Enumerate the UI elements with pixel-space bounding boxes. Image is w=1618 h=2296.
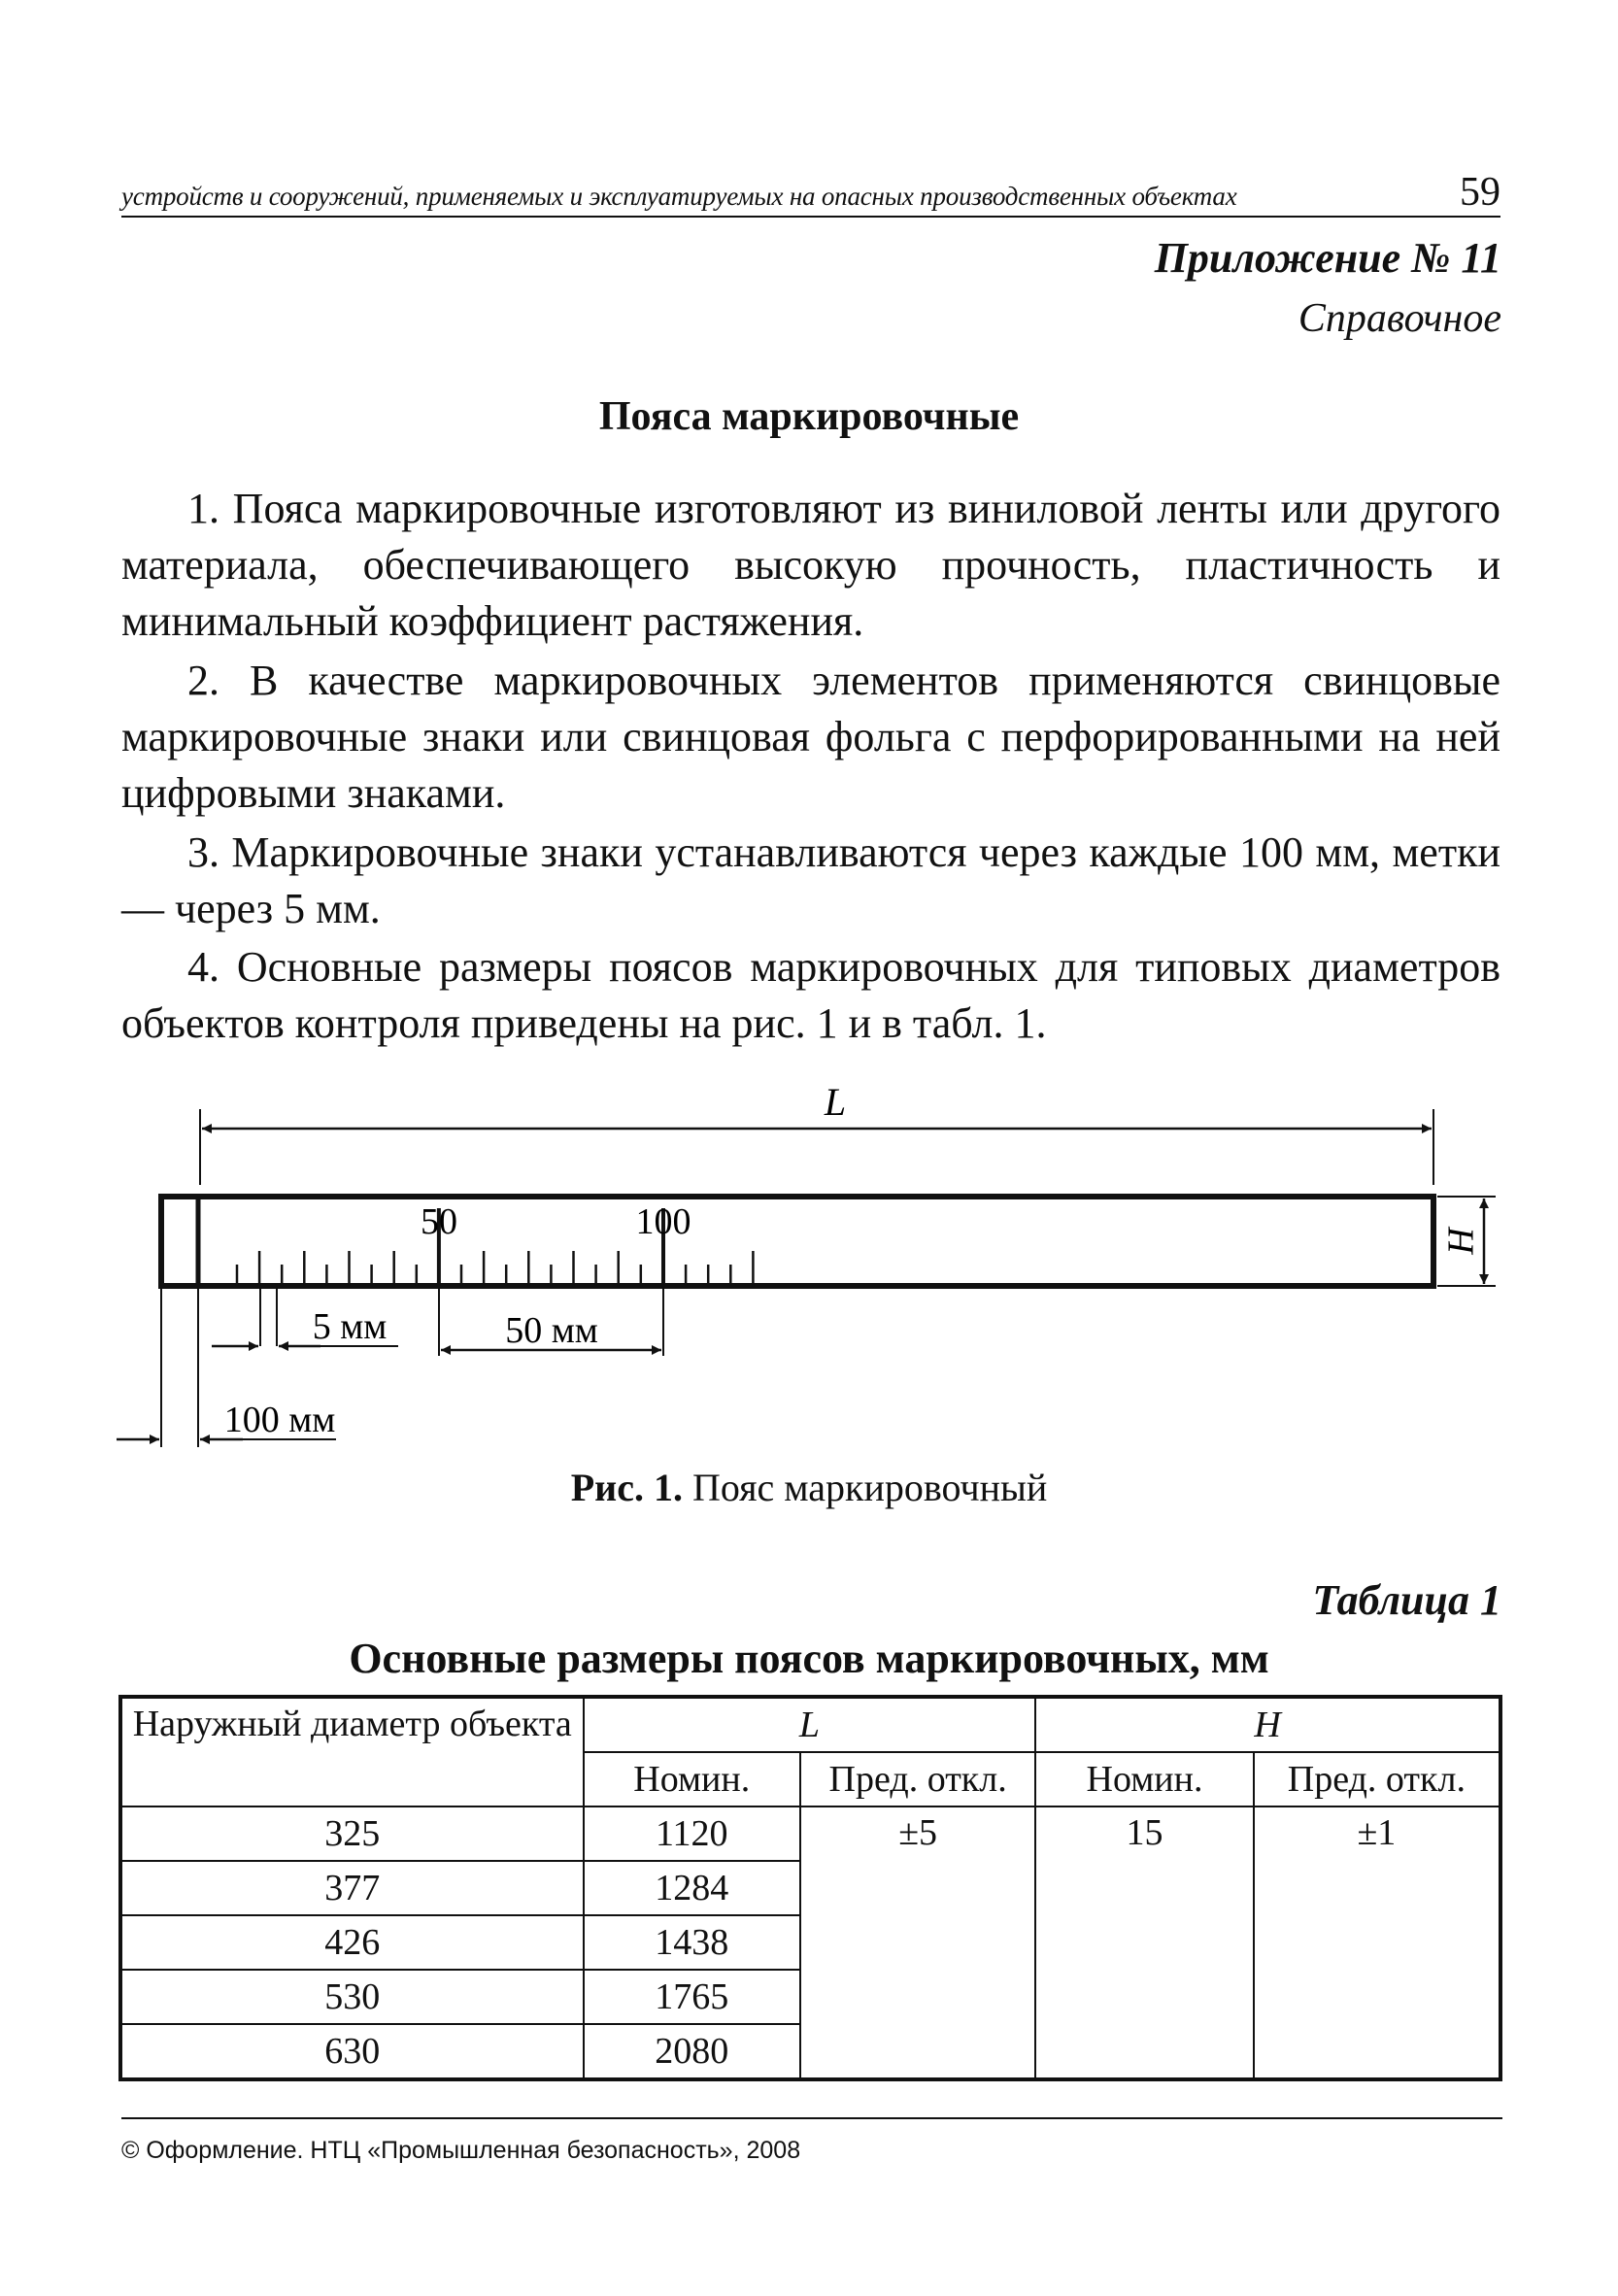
appendix-title: Приложение № 11 <box>1154 234 1501 282</box>
cell-H-nominal: 15 <box>1035 1806 1253 2079</box>
cell-L-nominal: 1120 <box>584 1806 800 1861</box>
cell-diameter: 325 <box>120 1806 584 1861</box>
cell-L-nominal: 1284 <box>584 1861 800 1915</box>
paragraph-1 <box>121 481 1500 650</box>
cell-L-nominal: 1765 <box>584 1970 800 2024</box>
paragraph-text: 1. Пояса маркировочные изготовляют из виниловой ленты или другого материала, обеспечивающего высокую прочность, пластичность и минимальный коэффициент растяжения. <box>121 485 1500 645</box>
label-H: H <box>1440 1228 1482 1255</box>
header-group-H: H <box>1035 1697 1500 1752</box>
label-L: L <box>824 1080 847 1124</box>
header-H-nominal: Номин. <box>1035 1752 1253 1806</box>
header-H-tolerance: Пред. откл. <box>1254 1752 1500 1806</box>
cell-diameter: 377 <box>120 1861 584 1915</box>
paragraph-2 <box>121 653 1500 822</box>
marking-belt-figure <box>0 1059 1618 1467</box>
belt-size-table <box>118 1695 1502 2081</box>
table-title: Основные размеры поясов маркировочных, мм <box>349 1635 1269 1682</box>
dimension-50mm <box>439 1286 663 1356</box>
table-label: Таблица 1 <box>1312 1576 1501 1624</box>
dimension-H <box>1437 1197 1496 1286</box>
running-header <box>121 167 1500 218</box>
paragraph-text: 4. Основные размеры поясов маркировочных для типовых диаметров объектов контроля приведены на рис. 1 и в табл. 1. <box>121 943 1500 1047</box>
dimension-5mm <box>212 1286 398 1347</box>
figure-caption-number: Рис. 1. <box>570 1466 683 1509</box>
cell-diameter: 630 <box>120 2024 584 2079</box>
cell-H-tolerance: ±1 <box>1254 1806 1500 2079</box>
cell-L-tolerance: ±5 <box>800 1806 1035 2079</box>
paragraph-text: 2. В качестве маркировочных элементов применяются свинцовые маркировочные знаки или свинцовая фольга с перфорированными на ней цифровыми знаками. <box>121 657 1500 817</box>
header-L-nominal: Номин. <box>584 1752 800 1806</box>
belt-body <box>161 1197 1433 1286</box>
header-group-L: L <box>584 1697 1036 1752</box>
footer-divider <box>121 2117 1502 2119</box>
label-50mm: 50 мм <box>505 1310 598 1351</box>
page-number: 59 <box>1460 170 1500 215</box>
table-row <box>120 1806 1500 1861</box>
figure-caption <box>0 1465 1618 1510</box>
table-header-row <box>120 1697 1500 1752</box>
header-diameter: Наружный диаметр объекта <box>120 1697 584 1806</box>
cell-diameter: 426 <box>120 1915 584 1970</box>
scale-label-50: 50 <box>421 1201 457 1242</box>
label-5mm: 5 мм <box>312 1306 388 1347</box>
appendix-type: Справочное <box>1298 296 1501 341</box>
label-100mm: 100 мм <box>223 1400 336 1440</box>
copyright-notice: © Оформление. НТЦ «Промышленная безопасность», 2008 <box>121 2137 801 2164</box>
running-title: устройств и сооружений, применяемых и эксплуатируемых на опасных производственных объектах <box>121 182 1237 211</box>
cell-diameter: 530 <box>120 1970 584 2024</box>
dimension-100mm <box>117 1286 336 1447</box>
cell-L-nominal: 2080 <box>584 2024 800 2079</box>
figure-caption-text: Пояс маркировочный <box>691 1466 1048 1509</box>
dimension-L <box>200 1080 1433 1185</box>
paragraph-4 <box>121 939 1500 1052</box>
header-L-tolerance: Пред. откл. <box>800 1752 1035 1806</box>
cell-L-nominal: 1438 <box>584 1915 800 1970</box>
scale-label-100: 100 <box>635 1201 691 1242</box>
paragraph-text: 3. Маркировочные знаки устанавливаются через каждые 100 мм, метки — через 5 мм. <box>121 828 1500 932</box>
paragraph-3 <box>121 825 1500 937</box>
section-title: Пояса маркировочные <box>598 394 1020 439</box>
